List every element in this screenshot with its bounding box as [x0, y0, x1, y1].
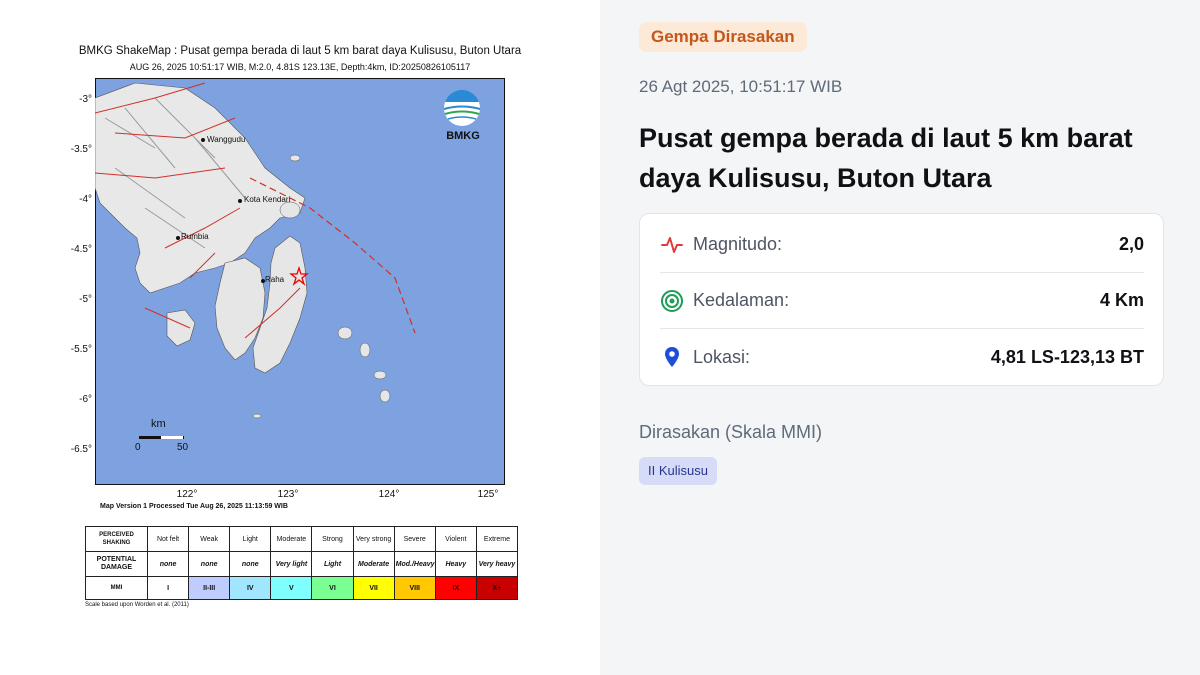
y-tick-label: -3.5°	[70, 144, 92, 155]
magnitude-value: 2,0	[1118, 234, 1144, 254]
legend-cell: Moderate	[271, 527, 312, 552]
scale-label: 0	[135, 442, 141, 453]
y-tick-label: -3°	[79, 94, 92, 105]
legend-cell: none	[189, 552, 230, 577]
scale-label: 50	[177, 442, 189, 453]
legend-cell: Severe	[394, 527, 435, 552]
location-label: Lokasi:	[693, 346, 751, 367]
event-datetime: 26 Agt 2025, 10:51:17 WIB	[639, 77, 843, 96]
y-tick-label: -6°	[79, 394, 92, 405]
legend-cell: Violent	[435, 527, 476, 552]
magnitude-row	[660, 217, 1144, 273]
place-label: Rumbia	[181, 232, 209, 241]
mmi-color-cell: V	[271, 577, 312, 600]
event-info-card	[639, 213, 1164, 386]
shakemap-version-note: Map Version 1 Processed Tue Aug 26, 2025 11:13:59 WIB	[100, 503, 288, 510]
felt-location-chip[interactable]: II Kulisusu	[639, 457, 717, 485]
x-tick-label: 122°	[176, 489, 198, 500]
mmi-color-cell: I	[148, 577, 189, 600]
legend-row-header: POTENTIAL DAMAGE	[86, 552, 148, 577]
legend-row-header: PERCEIVED SHAKING	[86, 527, 148, 552]
shakemap-credit: Scale based upon Worden et al. (2011)	[85, 602, 189, 608]
bmkg-logo-text: BMKG	[446, 130, 480, 142]
event-headline: Pusat gempa berada di laut 5 km barat daya Kulisusu, Buton Utara	[639, 123, 1133, 193]
y-tick-label: -4.5°	[70, 244, 92, 255]
legend-cell: Strong	[312, 527, 353, 552]
felt-mmi-title: Dirasakan (Skala MMI)	[639, 422, 823, 442]
map-pin-icon	[660, 345, 684, 369]
location-value: 4,81 LS-123,13 BT	[990, 346, 1144, 367]
mmi-color-cell: VIII	[394, 577, 435, 600]
city-marker	[176, 236, 180, 240]
mmi-color-cell: VII	[353, 577, 394, 600]
magnitude-label: Magnitudo:	[693, 234, 783, 254]
legend-row-header: MMI	[86, 577, 148, 600]
mmi-color-cell: VI	[312, 577, 353, 600]
mmi-legend-table	[85, 526, 518, 600]
legend-cell: Heavy	[435, 552, 476, 577]
legend-cell: Very strong	[353, 527, 394, 552]
legend-cell: Moderate	[353, 552, 394, 577]
y-tick-label: -6.5°	[70, 444, 92, 455]
legend-cell: none	[148, 552, 189, 577]
x-tick-label: 125°	[477, 489, 499, 500]
y-tick-label: -4°	[79, 194, 92, 205]
bmkg-logo-icon	[444, 90, 480, 126]
place-label: Raha	[265, 275, 285, 284]
shakemap-map	[95, 78, 505, 485]
legend-row-mmi	[86, 577, 518, 600]
activity-pulse-icon	[660, 233, 684, 257]
shakemap-subtitle: AUG 26, 2025 10:51:17 WIB, M:2.0, 4.81S 123.13E, Depth:4km, ID:20250826105117	[129, 62, 471, 72]
y-tick-label: -5°	[79, 294, 92, 305]
legend-cell: Very heavy	[476, 552, 517, 577]
legend-cell: Not felt	[148, 527, 189, 552]
depth-row	[660, 273, 1144, 329]
legend-cell: Extreme	[476, 527, 517, 552]
legend-cell: Very light	[271, 552, 312, 577]
city-marker	[238, 199, 242, 203]
city-marker	[201, 138, 205, 142]
legend-cell: Mod./Heavy	[394, 552, 435, 577]
legend-cell: none	[230, 552, 271, 577]
mmi-color-cell: IV	[230, 577, 271, 600]
concentric-target-icon	[660, 289, 684, 313]
place-label: Wanggudu	[207, 135, 246, 144]
legend-row-damage	[86, 552, 518, 577]
legend-cell: Light	[312, 552, 353, 577]
y-tick-label: -5.5°	[70, 344, 92, 355]
mmi-color-cell: X+	[476, 577, 517, 600]
mmi-color-cell: IX	[435, 577, 476, 600]
scale-unit: km	[151, 418, 166, 430]
legend-cell: Light	[230, 527, 271, 552]
shakemap-title: BMKG ShakeMap : Pusat gempa berada di laut 5 km barat daya Kulisusu, Buton Utara	[78, 45, 522, 57]
mmi-color-cell: II-III	[189, 577, 230, 600]
legend-row-shaking	[86, 527, 518, 552]
place-label: Kota Kendari	[244, 195, 291, 204]
location-row	[660, 329, 1144, 385]
felt-earthquake-badge: Gempa Dirasakan	[639, 22, 807, 52]
legend-cell: Weak	[189, 527, 230, 552]
x-tick-label: 124°	[378, 489, 400, 500]
x-tick-label: 123°	[277, 489, 299, 500]
depth-value: 4 Km	[1099, 290, 1144, 310]
depth-label: Kedalaman:	[693, 290, 790, 310]
